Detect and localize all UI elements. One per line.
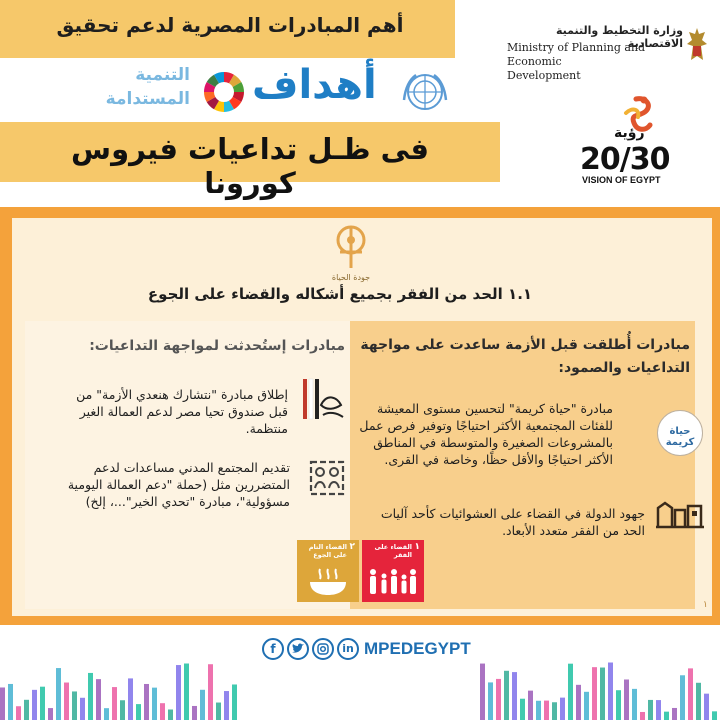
equalizer-bar: [144, 684, 149, 720]
goals-sub-line-2: المستدامة: [105, 89, 190, 109]
ministry-name-ar: وزارة التخطيط والتنمية الاقتصادية: [556, 24, 683, 50]
top-banner: [0, 0, 455, 58]
equalizer-bar: [528, 691, 533, 720]
twitter-icon[interactable]: [287, 638, 309, 660]
equalizer-bar: [32, 690, 37, 720]
instagram-icon[interactable]: [312, 638, 334, 660]
sdg-wheel-icon: [202, 70, 246, 114]
quality-of-life-label: جودة الحياة: [331, 273, 371, 282]
decent-life-logo-text: حياة كريمة: [665, 426, 695, 448]
equalizer-bar: [512, 672, 517, 720]
bowl-icon: [308, 567, 348, 597]
equalizer-bar: [672, 708, 677, 720]
equalizer-bar: [640, 712, 645, 720]
equalizer-bar: [552, 702, 557, 720]
equalizer-bar: [648, 700, 653, 720]
tahya-misr-fund-icon: [297, 375, 347, 425]
un-emblem-icon: [400, 70, 450, 114]
instagram-glyph: [317, 643, 329, 655]
equalizer-bar: [480, 664, 485, 720]
goals-word: أهداف: [252, 62, 377, 108]
sdg2-label: القضاء التام على الجوع: [308, 543, 347, 559]
equalizer-bar: [16, 706, 21, 720]
new-initiative-item-2: تقديم المجتمع المدني مساعدات لدعم المتضررين مثل (حملة "دعم العمالة اليومية مسؤولية"، مبادرة "تحدي الخير"...، إلخ): [67, 460, 290, 509]
page-number: ١: [703, 600, 708, 610]
equalizer-bar: [664, 712, 669, 720]
civil-society-icon: [307, 458, 347, 498]
new-initiatives-heading: مبادرات إستُحدثت لمواجهة التداعيات:: [89, 338, 345, 354]
equalizer-bar: [216, 703, 221, 720]
equalizer-bar: [168, 709, 173, 720]
linkedin-icon[interactable]: in: [337, 638, 359, 660]
equalizer-bar: [504, 671, 509, 720]
equalizer-bar: [208, 664, 213, 720]
equalizer-bar: [128, 678, 133, 720]
sdg1-no-poverty-tile: [362, 540, 424, 602]
sdg2-number: ٢: [349, 542, 355, 552]
decent-life-logo: [657, 410, 703, 456]
section-title: ١.١ الحد من الفقر بجميع أشكاله والقضاء على الجوع: [147, 285, 533, 303]
ministry-logo: [505, 24, 715, 84]
equalizer-bar: [488, 682, 493, 720]
equalizer-bar: [704, 694, 709, 720]
main-banner-text: فى ظـل تداعيات فيروس كورونا: [71, 132, 429, 200]
goals-sub-line-1: التنمية: [135, 65, 190, 85]
equalizer-bar: [536, 701, 541, 720]
vision-label-ar: رؤية: [614, 125, 645, 141]
equalizer-bar: [80, 698, 85, 720]
ministry-name-en: [507, 41, 683, 83]
equalizer-bar: [712, 711, 717, 720]
equalizer-bar: [560, 698, 565, 720]
equalizer-bar: [104, 708, 109, 720]
family-icon: [367, 568, 419, 596]
header: [0, 0, 720, 200]
vision-label-en: VISION OF EGYPT: [582, 175, 661, 185]
sdg-goals-logo: [80, 62, 460, 118]
equalizer-bar: [592, 667, 597, 720]
equalizer-bar: [568, 664, 573, 720]
equalizer-bar: [200, 690, 205, 720]
equalizer-bar: [136, 704, 141, 720]
equalizer-bar: [224, 691, 229, 720]
pre-crisis-item-1: مبادرة "حياة كريمة" لتحسين مستوى المعيشة للفئات المجتمعية الأكثر احتياجًا وتوفير فرص عمل بالمشروعات الصغيرة والمتوسطة في المناطق الأكثر احتياجًا والأقل حظًا، وخاصة في القرى.: [359, 401, 613, 467]
equalizer-bar: [160, 703, 165, 720]
equalizer-bar: [8, 684, 13, 720]
equalizer-bar: [520, 699, 525, 720]
vision-number: 20/30: [580, 142, 670, 177]
equalizer-bar: [176, 665, 181, 720]
equalizer-bar: [584, 692, 589, 720]
equalizer-bar: [40, 687, 45, 720]
vision-2030-logo: [580, 95, 700, 190]
social-handle[interactable]: MPEDEGYPT: [364, 639, 471, 658]
equalizer-bar: [696, 683, 701, 720]
sdg1-label: القضاء على الفقر: [374, 543, 412, 559]
equalizer-bar: [600, 668, 605, 720]
equalizer-bar: [576, 685, 581, 720]
equalizer-bar: [48, 708, 53, 720]
equalizer-bar: [112, 687, 117, 720]
new-initiative-item-1: إطلاق مبادرة "نتشارك هنعدي الأزمة" من قبل صندوق تحيا مصر لدعم العمالة الغير منتظمة.: [76, 387, 288, 436]
audio-bars-left-decoration: [0, 655, 240, 720]
equalizer-bar: [496, 679, 501, 720]
equalizer-bar: [0, 687, 5, 720]
main-banner: [0, 122, 500, 200]
ministry-name-en-line-2: Development: [507, 69, 581, 82]
audio-bars-right-decoration: [480, 655, 720, 720]
sdg1-number: ١: [414, 542, 420, 552]
top-banner-text: أهم المبادرات المصرية لدعم تحقيق: [56, 13, 404, 37]
sdg2-zero-hunger-tile: [297, 540, 359, 602]
equalizer-bar: [64, 683, 69, 720]
equalizer-bar: [120, 700, 125, 720]
equalizer-bar: [192, 706, 197, 720]
pre-crisis-heading: مبادرات أُطلقت قبل الأزمة ساعدت على مواجهة التداعيات والصمود:: [360, 337, 690, 376]
equalizer-bar: [232, 684, 237, 720]
equalizer-bar: [96, 679, 101, 720]
equalizer-bar: [632, 689, 637, 720]
twitter-bird-glyph: [291, 643, 305, 655]
equalizer-bar: [152, 688, 157, 720]
equalizer-bar: [616, 690, 621, 720]
equalizer-bar: [72, 691, 77, 720]
ministry-name-en-line-1: Ministry of Planning and Economic: [507, 41, 646, 68]
egypt-eagle-icon: [685, 26, 709, 66]
equalizer-bar: [688, 668, 693, 720]
equalizer-bar: [24, 700, 29, 720]
equalizer-bar: [656, 700, 661, 720]
equalizer-bar: [608, 663, 613, 720]
pre-crisis-item-2: جهود الدولة في القضاء على العشوائيات كأحد آليات الحد من الفقر متعدد الأبعاد.: [380, 506, 645, 538]
equalizer-bar: [544, 701, 549, 720]
quality-of-life-icon: [328, 222, 374, 272]
equalizer-bar: [680, 675, 685, 720]
informal-housing-icon: [655, 500, 705, 530]
equalizer-bar: [184, 664, 189, 720]
facebook-icon[interactable]: f: [262, 638, 284, 660]
social-bar: [262, 638, 502, 664]
equalizer-bar: [624, 680, 629, 720]
equalizer-bar: [88, 673, 93, 720]
equalizer-bar: [56, 668, 61, 720]
